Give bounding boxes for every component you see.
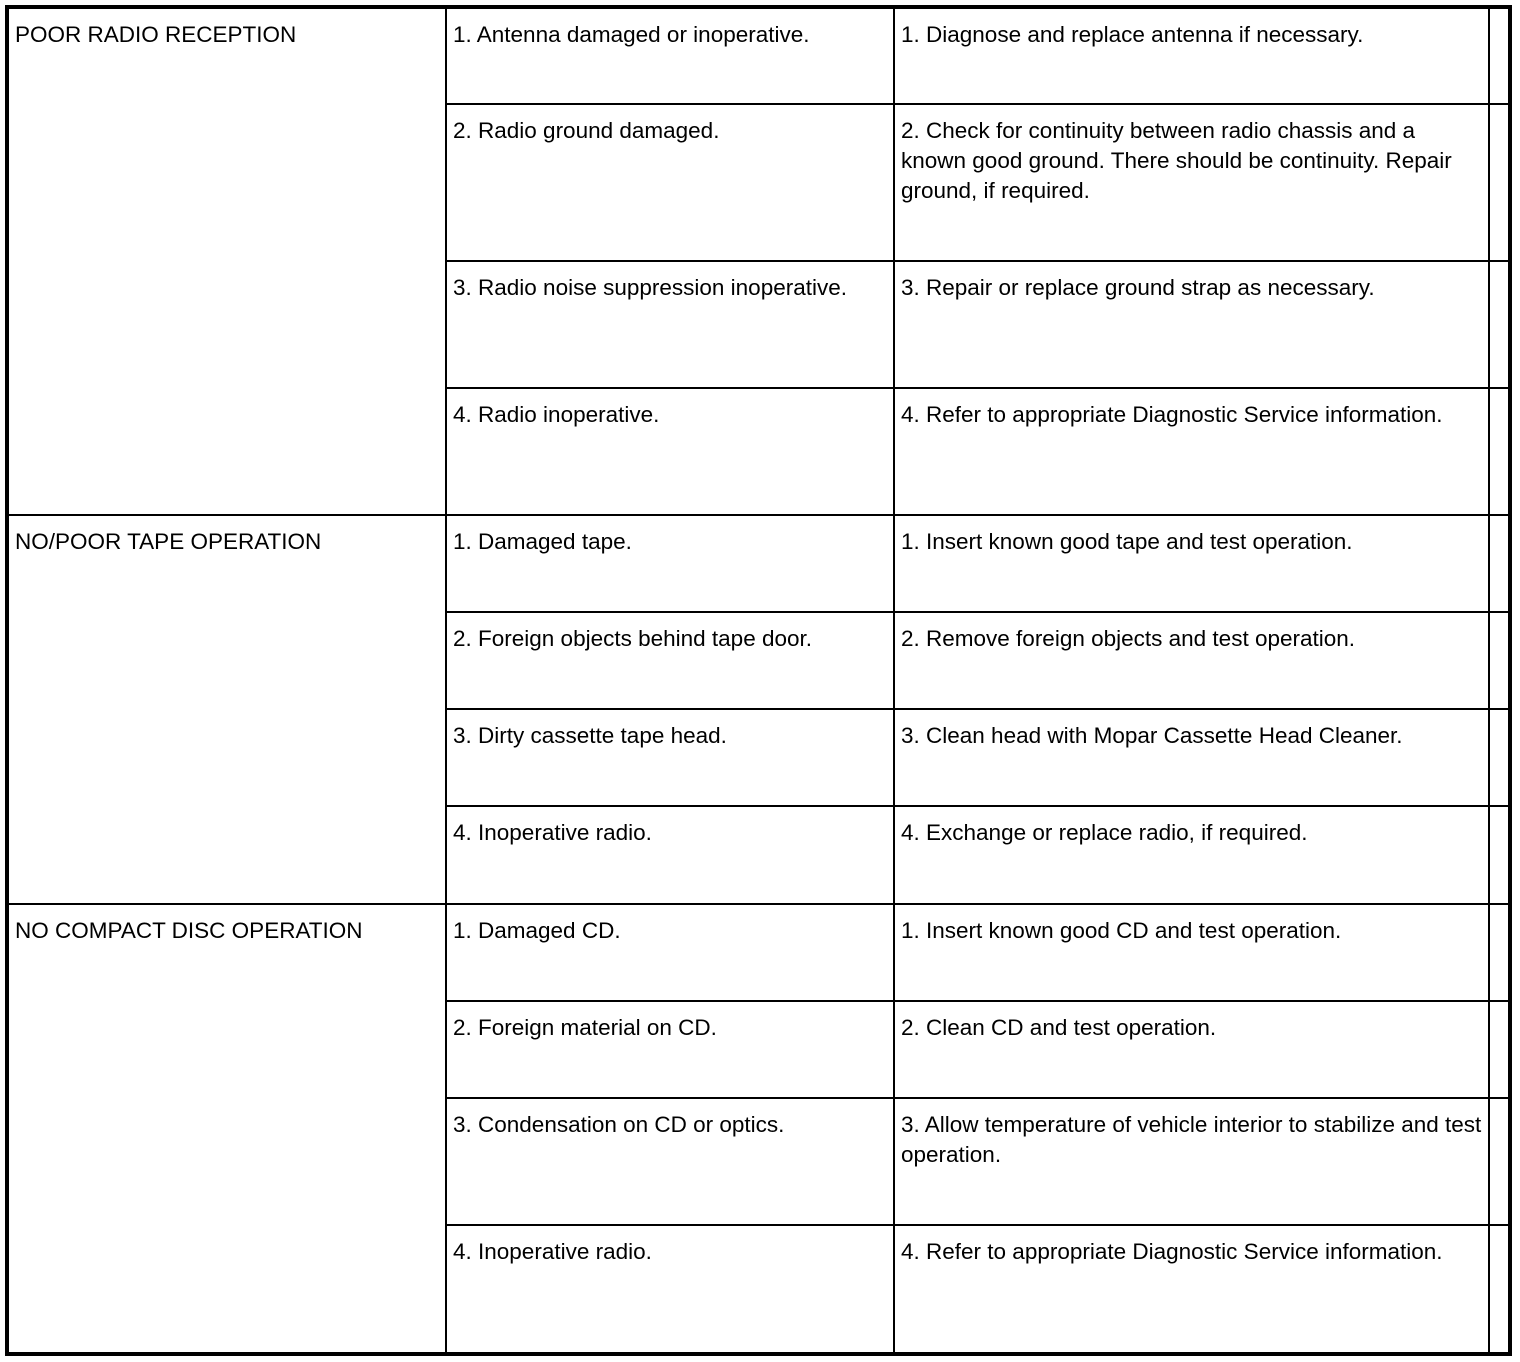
cause-cell: 2. Radio ground damaged. [446, 104, 894, 261]
blank-cell [1489, 515, 1510, 612]
cause-cell: 3. Radio noise suppression inoperative. [446, 261, 894, 388]
blank-cell [1489, 104, 1510, 261]
cause-cell: 2. Foreign objects behind tape door. [446, 612, 894, 709]
table-row [7, 904, 1510, 1001]
correction-cell: 4. Refer to appropriate Diagnostic Service information. [894, 1225, 1489, 1354]
cause-cell: 4. Inoperative radio. [446, 1225, 894, 1354]
correction-cell: 1. Insert known good CD and test operation. [894, 904, 1489, 1001]
blank-cell [1489, 1098, 1510, 1225]
cause-cell: 1. Damaged CD. [446, 904, 894, 1001]
correction-cell: 3. Clean head with Mopar Cassette Head Cleaner. [894, 709, 1489, 806]
table-row [7, 515, 1510, 612]
correction-cell: 4. Exchange or replace radio, if required. [894, 806, 1489, 904]
blank-cell [1489, 1001, 1510, 1098]
blank-cell [1489, 1225, 1510, 1354]
cause-cell: 4. Radio inoperative. [446, 388, 894, 515]
blank-cell [1489, 612, 1510, 709]
blank-cell [1489, 806, 1510, 904]
cause-cell: 1. Antenna damaged or inoperative. [446, 7, 894, 104]
table-row [7, 7, 1510, 104]
cause-cell: 2. Foreign material on CD. [446, 1001, 894, 1098]
blank-cell [1489, 904, 1510, 1001]
correction-cell: 3. Allow temperature of vehicle interior to stabilize and test operation. [894, 1098, 1489, 1225]
diagnosis-table [5, 5, 1512, 1356]
cause-cell: 3. Dirty cassette tape head. [446, 709, 894, 806]
correction-cell: 2. Remove foreign objects and test operation. [894, 612, 1489, 709]
blank-cell [1489, 7, 1510, 104]
condition-cell: POOR RADIO RECEPTION [7, 7, 446, 515]
blank-cell [1489, 388, 1510, 515]
condition-cell: NO/POOR TAPE OPERATION [7, 515, 446, 904]
cause-cell: 3. Condensation on CD or optics. [446, 1098, 894, 1225]
blank-cell [1489, 261, 1510, 388]
cause-cell: 4. Inoperative radio. [446, 806, 894, 904]
correction-cell: 4. Refer to appropriate Diagnostic Service information. [894, 388, 1489, 515]
blank-cell [1489, 709, 1510, 806]
correction-cell: 2. Clean CD and test operation. [894, 1001, 1489, 1098]
correction-cell: 1. Insert known good tape and test operation. [894, 515, 1489, 612]
correction-cell: 1. Diagnose and replace antenna if necessary. [894, 7, 1489, 104]
condition-cell: NO COMPACT DISC OPERATION [7, 904, 446, 1354]
cause-cell: 1. Damaged tape. [446, 515, 894, 612]
correction-cell: 3. Repair or replace ground strap as necessary. [894, 261, 1489, 388]
correction-cell: 2. Check for continuity between radio chassis and a known good ground. There should be continuity. Repair ground, if required. [894, 104, 1489, 261]
